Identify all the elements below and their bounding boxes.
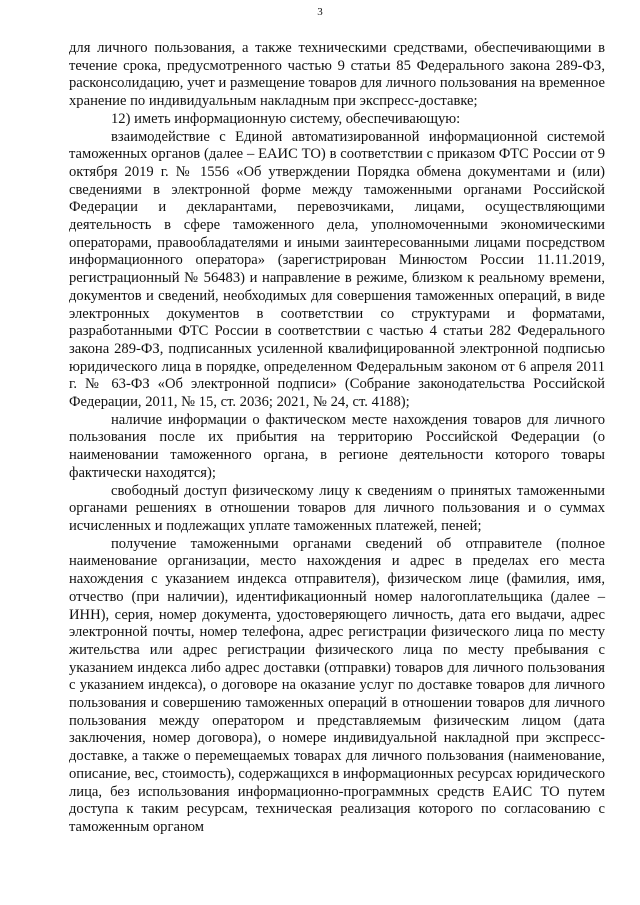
- paragraph-continuation: для личного пользования, а также техническими средствами, обеспечивающими в течение срока, предусмотренного частью 9 статьи 85 Федерального закона 289-ФЗ, расконсолидацию, учет и размещение товаров для личного пользования на временное хранение по индивидуальным накладным при экспресс-доставке;: [69, 40, 605, 110]
- paragraph-goods-location: наличие информации о фактическом месте нахождения товаров для личного пользования после их прибытия на территорию Российской Федерации (о наименовании таможенного органа, в регионе деятельности которого товары фактически находятся);: [69, 411, 605, 481]
- paragraph-customs-info: получение таможенными органами сведений об отправителе (полное наименование организации, место нахождения и адрес в пределах его места нахождения с указанием индекса отправителя), физическом лице (фамилия, имя, отчество (при наличии), идентификационный номер налогоплательщика (далее – ИНН), серия, номер документа, удостоверяющего личность, дата его выдачи, адрес электронной почты, номер телефона, адрес регистрации физического лица по месту жительства или адрес регистрации физического лица по месту пребывания с указанием индекса либо адрес доставки (отправки) товаров для личного пользования с указанием индекса), о договоре на оказание услуг по доставке товаров для личного пользования и совершению таможенных операций в отношении товаров для личного пользования между оператором и представляемым физическим лицом (дата заключения, номер договора), о номере индивидуальной накладной при экспресс-доставке, а также о перемещаемых товарах для личного пользования (наименование, описание, вес, стоимость), содержащихся в информационных ресурсах юридического лица, без использования информационно-программных средств ЕАИС ТО путем доступа к таким ресурсам, техническая реализация которого по согласованию с таможенным органом: [69, 535, 605, 835]
- paragraph-eais-interaction: взаимодействие с Единой автоматизированной информационной системой таможенных органов (далее – ЕАИС ТО) в соответствии с приказом ФТС России от 9 октября 2019 г. № 1556 «Об утверждении Порядка обмена документами и (или) сведениями в электронной форме между таможенными органами Российской Федерации и декларантами, перевозчиками, лицами, осуществляющими деятельность в сфере таможенного дела, уполномоченными экономическими операторами, правообладателями и иными заинтересованными лицами посредством информационного оператора» (зарегистрирован Минюстом России 11.11.2019, регистрационный № 56483) и направление в режиме, близком к реальному времени, документов и сведений, необходимых для совершения таможенных операций, в виде электронных документов в соответствии со структурами и форматами, разработанными ФТС России в соответствии с частью 4 статьи 282 Федерального закона 289-ФЗ, подписанных усиленной квалифицированной электронной подписью юридического лица в порядке, определенном Федеральным законом от 6 апреля 2011 г. № 63-ФЗ «Об электронной подписи» (Собрание законодательства Российской Федерации, 2011, № 15, ст. 2036; 2021, № 24, ст. 4188);: [69, 128, 605, 411]
- document-body: [69, 40, 605, 837]
- page-number: 3: [317, 6, 323, 18]
- paragraph-free-access: свободный доступ физическому лицу к сведениям о принятых таможенными органами решениях в отношении товаров для личного пользования и о суммах исчисленных и подлежащих уплате таможенных платежей, пеней;: [69, 482, 605, 534]
- paragraph-item-12: 12) иметь информационную систему, обеспечивающую:: [111, 110, 461, 127]
